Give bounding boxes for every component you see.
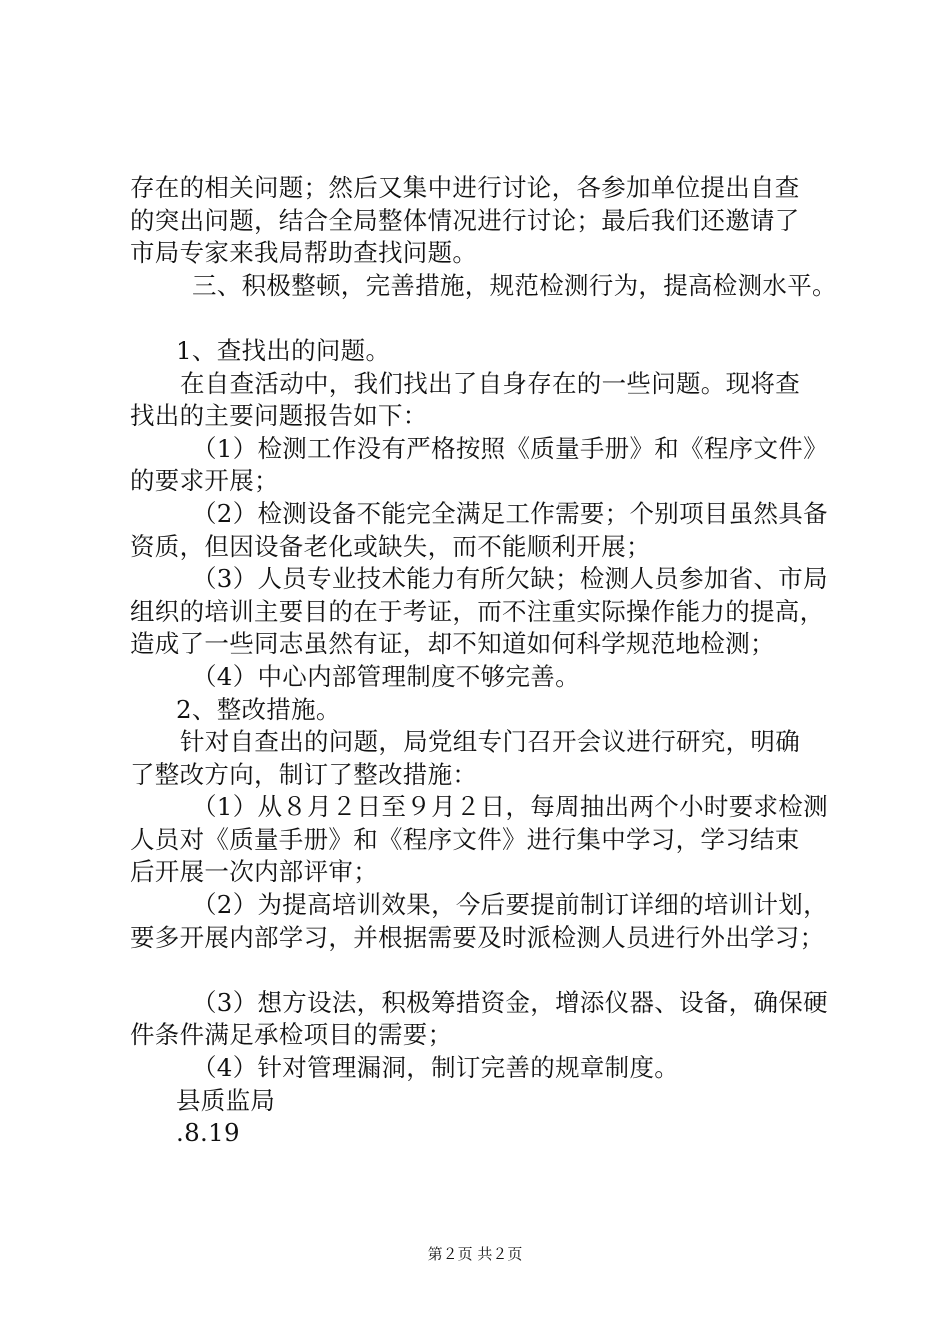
- measure-item-1: （1）从８月２日至９月２日，每周抽出两个小时要求检测: [192, 792, 828, 822]
- section-heading-3: 三、积极整顿，完善措施，规范检测行为，提高检测水平。: [192, 270, 837, 300]
- subsection-heading-1: 1、查找出的问题。: [176, 335, 391, 365]
- measure-item-1-cont-2: 后开展一次内部评审；: [130, 857, 378, 887]
- problem-item-2: （2）检测设备不能完全满足工作需要；个别项目虽然具备: [192, 498, 828, 528]
- body-line-17: 了整改方向，制订了整改措施：: [130, 759, 478, 789]
- measure-item-4: （4）针对管理漏洞，制订完善的规章制度。: [192, 1053, 680, 1083]
- spacer: [130, 954, 850, 987]
- problem-item-2-cont: 资质，但因设备老化或缺失，而不能顺利开展；: [130, 531, 651, 561]
- body-line-2: 的突出问题，结合全局整体情况进行讨论；最后我们还邀请了: [130, 205, 800, 235]
- problem-item-3-cont-1: 组织的培训主要目的在于考证，而不注重实际操作能力的提高，: [130, 596, 825, 626]
- body-line-1: 存在的相关问题；然后又集中进行讨论，各参加单位提出自查: [130, 173, 800, 202]
- body-line-3: 市局专家来我局帮助查找问题。: [130, 238, 478, 268]
- subsection-heading-2: 2、整改措施。: [176, 694, 341, 724]
- signature-org: 县质监局: [176, 1085, 276, 1115]
- body-line-16: 针对自查出的问题，局党组专门召开会议进行研究，明确: [180, 727, 800, 757]
- document-body: [130, 172, 850, 1150]
- problem-item-4: （4）中心内部管理制度不够完善。: [192, 661, 580, 691]
- problem-item-1-cont: 的要求开展；: [130, 466, 279, 496]
- body-line-6: 找出的主要问题报告如下：: [130, 401, 428, 431]
- problem-item-1: （1）检测工作没有严格按照《质量手册》和《程序文件》: [192, 433, 828, 463]
- measure-item-1-cont-1: 人员对《质量手册》和《程序文件》进行集中学习，学习结束: [130, 824, 800, 854]
- measure-item-3-cont: 件条件满足承检项目的需要；: [130, 1020, 453, 1050]
- problem-item-3: （3）人员专业技术能力有所欠缺；检测人员参加省、市局: [192, 564, 828, 594]
- problem-item-3-cont-2: 造成了一些同志虽然有证，却不知道如何科学规范地检测；: [130, 629, 775, 659]
- spacer: [130, 302, 850, 335]
- measure-item-2: （2）为提高培训效果，今后要提前制订详细的培训计划，: [192, 890, 828, 920]
- body-line-5: 在自查活动中，我们找出了自身存在的一些问题。现将查: [180, 368, 800, 398]
- measure-item-3: （3）想方设法，积极筹措资金，增添仪器、设备，确保硬: [192, 987, 828, 1017]
- page-footer: 第２页 共２页: [427, 1245, 523, 1263]
- measure-item-2-cont: 要多开展内部学习，并根据需要及时派检测人员进行外出学习；: [130, 922, 825, 952]
- signature-date: .8.19: [176, 1118, 240, 1148]
